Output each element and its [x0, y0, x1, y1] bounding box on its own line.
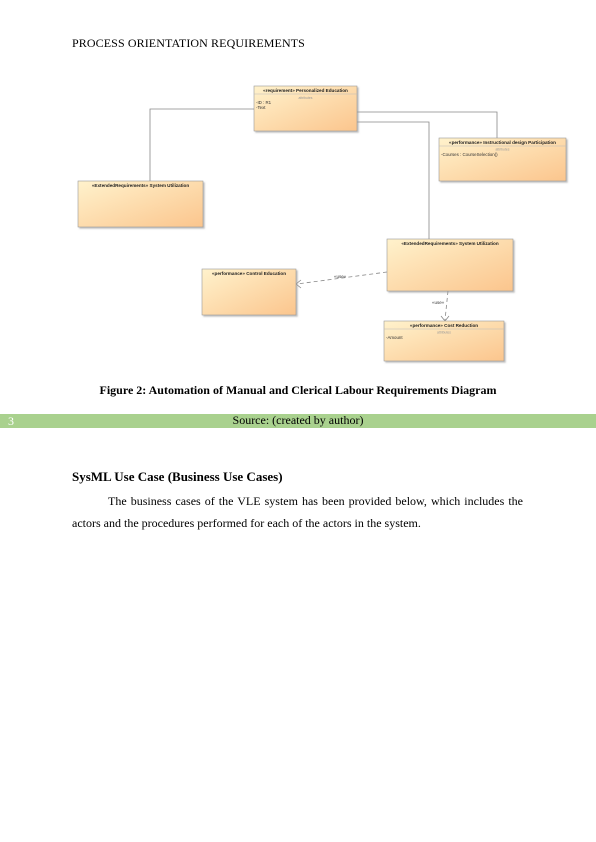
arrowhead-cost	[441, 316, 449, 321]
block-title: «performance» Cost Reduction	[409, 323, 479, 328]
body-paragraph: The business cases of the VLE system has been provided below, which includes the actors and the procedures performed for each of the actors in the system.	[72, 494, 523, 530]
connector-requirement-to-extended-left	[150, 109, 254, 181]
connector-requirement-to-extended-right	[357, 122, 429, 239]
block-title: «ExtendedRequirements» System Utilization	[91, 183, 190, 188]
block-title: «performance» Control Education	[211, 271, 287, 276]
block-compartment-label: attributes	[298, 96, 313, 100]
edge-label-use-1: «use»	[334, 274, 347, 279]
running-header: PROCESS ORIENTATION REQUIREMENTS	[72, 36, 305, 50]
page-number: 3	[8, 414, 14, 428]
connector-requirement-to-instructional	[357, 112, 497, 138]
block-attribute: -Amount	[386, 335, 403, 340]
block-attribute: -Courses : CourseSelection()	[441, 152, 498, 157]
block-title: «requirement» Personalized Education	[263, 88, 348, 93]
block-title: «performance» Instructional design Participation	[449, 140, 556, 145]
block-compartment-label: attributes	[437, 330, 451, 335]
edge-label-use-2: «use»	[432, 300, 445, 305]
block-compartment-label: attributes	[495, 147, 510, 152]
arrowhead-control	[296, 280, 301, 288]
section-heading: SysML Use Case (Business Use Cases)	[72, 469, 283, 484]
figure-source: Source: (created by author)	[232, 413, 364, 427]
block-attribute: -Text	[256, 105, 266, 110]
block-title: «ExtendedRequirements» System Utilization	[401, 241, 499, 246]
requirements-diagram	[72, 80, 572, 370]
block-system-utilization-right	[387, 239, 513, 291]
figure-caption: Figure 2: Automation of Manual and Clerical Labour Requirements Diagram	[99, 383, 497, 397]
use-dependency-cost	[445, 291, 448, 320]
block-attribute: -ID : R1	[256, 100, 272, 105]
